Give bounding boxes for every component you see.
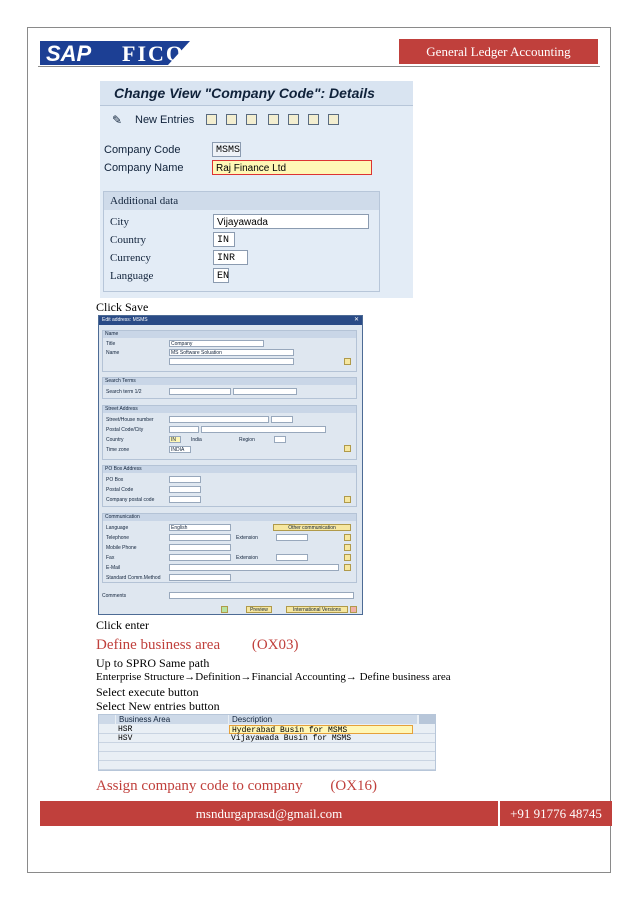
path-step-2: Definition [195,671,241,683]
comments-field[interactable] [169,592,354,599]
country-label-dialog: Country [106,437,124,443]
region-field[interactable] [274,436,286,443]
po-postal-label: Postal Code [106,487,134,493]
extension-label: Extension [236,535,258,541]
country-name: India [191,437,202,443]
instruction-line-4: Select New entries button [96,699,220,713]
time-zone-label: Time zone [106,447,130,453]
po-box-group-header: PO Box Address [103,466,356,473]
column-header-business-area: Business Area [116,715,228,724]
company-postal-field[interactable] [169,496,201,503]
define-heading-code: (OX03) [251,637,299,653]
table-row[interactable] [99,761,435,770]
other-communication-button[interactable]: Other communication [273,524,351,531]
assign-company-code-heading [96,778,377,795]
telephone-label: Telephone [106,535,130,541]
company-postal-label: Company postal code [106,497,155,503]
search-term-1[interactable] [169,388,231,395]
fax-extension-field[interactable] [276,554,308,561]
more-address-icon[interactable] [344,445,351,452]
comments-label: Comments [102,593,127,599]
delete-icon[interactable] [226,114,237,125]
time-zone-field[interactable]: INDIA [169,446,191,453]
define-business-area-heading [96,637,299,654]
name-field[interactable]: MS Software Soluation [169,349,294,356]
define-heading-text: Define business area [96,637,221,653]
more-po-icon[interactable] [344,496,351,503]
additional-data-header: Additional data [104,192,379,210]
house-number-field[interactable] [271,416,293,423]
po-box-label: PO Box [106,477,124,483]
mobile-field[interactable] [169,544,231,551]
city-field-dialog[interactable] [201,426,326,433]
screen-title: Change View "Company Code": Details [100,81,413,106]
table-settings-icon[interactable] [419,715,435,724]
fax-extension-label: Extension [236,555,258,561]
street-label: Street/House number [106,417,154,423]
search-term-2[interactable] [233,388,297,395]
street-group-header: Street Address [103,406,356,413]
more-fields-icon[interactable] [344,358,351,365]
dialog-title-bar [99,316,362,325]
language-field[interactable]: EN [213,268,229,283]
language-label: Language [110,270,154,282]
table-row[interactable] [99,743,435,752]
header-divider [38,66,600,67]
email-more-icon[interactable] [344,564,351,571]
confirm-icon[interactable] [221,606,228,613]
mobile-label: Mobile Phone [106,545,137,551]
company-name-field[interactable]: Raj Finance Ltd [212,160,372,175]
postal-code-field[interactable] [169,426,199,433]
communication-group-header: Communication [103,514,356,521]
path-step-4: Define business area [359,671,451,683]
arrow-icon: → [184,671,196,683]
company-code-field[interactable]: MSMS [212,142,241,157]
assign-heading-text: Assign company code to company [96,778,303,794]
footer-phone: +91 91776 48745 [500,801,612,826]
arrow-icon: → [345,671,357,683]
company-code-label: Company Code [104,144,181,156]
company-name-label: Company Name [104,162,184,174]
currency-label: Currency [110,252,151,264]
column-header-description: Description [229,715,417,724]
preview-button[interactable]: Preview [246,606,272,613]
edit-address-dialog [98,315,363,615]
business-area-cell[interactable]: HSR [118,725,133,734]
close-icon[interactable]: ✕ [353,317,359,323]
name-label: Name [106,350,120,356]
business-area-cell[interactable]: HSV [118,734,133,743]
step-click-save: Click Save [96,300,149,314]
telephone-field[interactable] [169,534,231,541]
fax-field[interactable] [169,554,231,561]
region-label: Region [239,437,255,443]
new-entries-button[interactable]: New Entries [135,114,195,126]
city-field[interactable]: Vijayawada [213,214,369,229]
search-group-header: Search Terms [103,378,356,385]
telephone-more-icon[interactable] [344,534,351,541]
description-cell[interactable]: Hyderabad Busin for MSMS [229,725,413,734]
business-area-table [98,714,436,771]
header-title: General Ledger Accounting [399,39,598,64]
table-row[interactable] [99,725,435,734]
sap-fico-logo [40,37,240,67]
country-label: Country [110,234,147,246]
footer-email: msndurgaprasd@gmail.com [40,801,498,826]
path-step-3: Financial Accounting [251,671,346,683]
extension-field[interactable] [276,534,308,541]
po-postal-field[interactable] [169,486,201,493]
undo-icon[interactable] [246,114,257,125]
currency-field[interactable]: INR [213,250,248,265]
pencil-glasses-icon[interactable]: ✎ [112,113,123,127]
toolbar [100,109,413,131]
postal-city-label: Postal Code/City [106,427,144,433]
dialog-title: Edit address: MSMS [102,317,148,323]
email-label: E-Mail [106,565,121,571]
cancel-icon[interactable] [350,606,357,613]
country-field[interactable]: IN [213,232,235,247]
name-group-header: Name [103,331,356,338]
std-comm-select[interactable] [169,574,231,581]
title-select[interactable]: Company [169,340,264,347]
select-all-icon[interactable] [308,114,319,125]
previous-entry-icon[interactable] [268,114,279,125]
email-field[interactable] [169,564,339,571]
details-icon[interactable] [328,114,339,125]
title-label: Title [106,341,116,347]
language-label-dialog: Language [106,525,129,531]
international-versions-button[interactable]: International Versions [286,606,348,613]
path-step-1: Enterprise Structure [96,671,185,683]
fax-more-icon[interactable] [344,554,351,561]
po-box-field[interactable] [169,476,201,483]
name-field-2[interactable] [169,358,294,365]
next-entry-icon[interactable] [288,114,299,125]
fax-label: Fax [106,555,115,561]
table-row[interactable] [99,734,435,743]
std-comm-label: Standard Comm.Method [106,575,161,581]
language-select[interactable]: English [169,524,231,531]
mobile-more-icon[interactable] [344,544,351,551]
svg-text:FICO: FICO [122,41,185,66]
copy-icon[interactable] [206,114,217,125]
street-field[interactable] [169,416,269,423]
search-term-label: Search term 1/2 [106,389,142,395]
instruction-line-3: Select execute button [96,685,199,699]
table-row[interactable] [99,752,435,761]
arrow-icon: → [240,671,252,683]
instruction-line-1: Up to SPRO Same path [96,656,210,670]
svg-text:SAP: SAP [46,41,92,66]
instruction-path [96,671,451,683]
description-cell[interactable]: Vijayawada Busin for MSMS [231,734,352,743]
country-field-dialog[interactable]: IN [169,436,181,443]
city-label: City [110,216,129,228]
row-selector-header [99,715,115,724]
step-click-enter: Click enter [96,618,149,632]
assign-heading-code: (OX16) [330,778,378,794]
